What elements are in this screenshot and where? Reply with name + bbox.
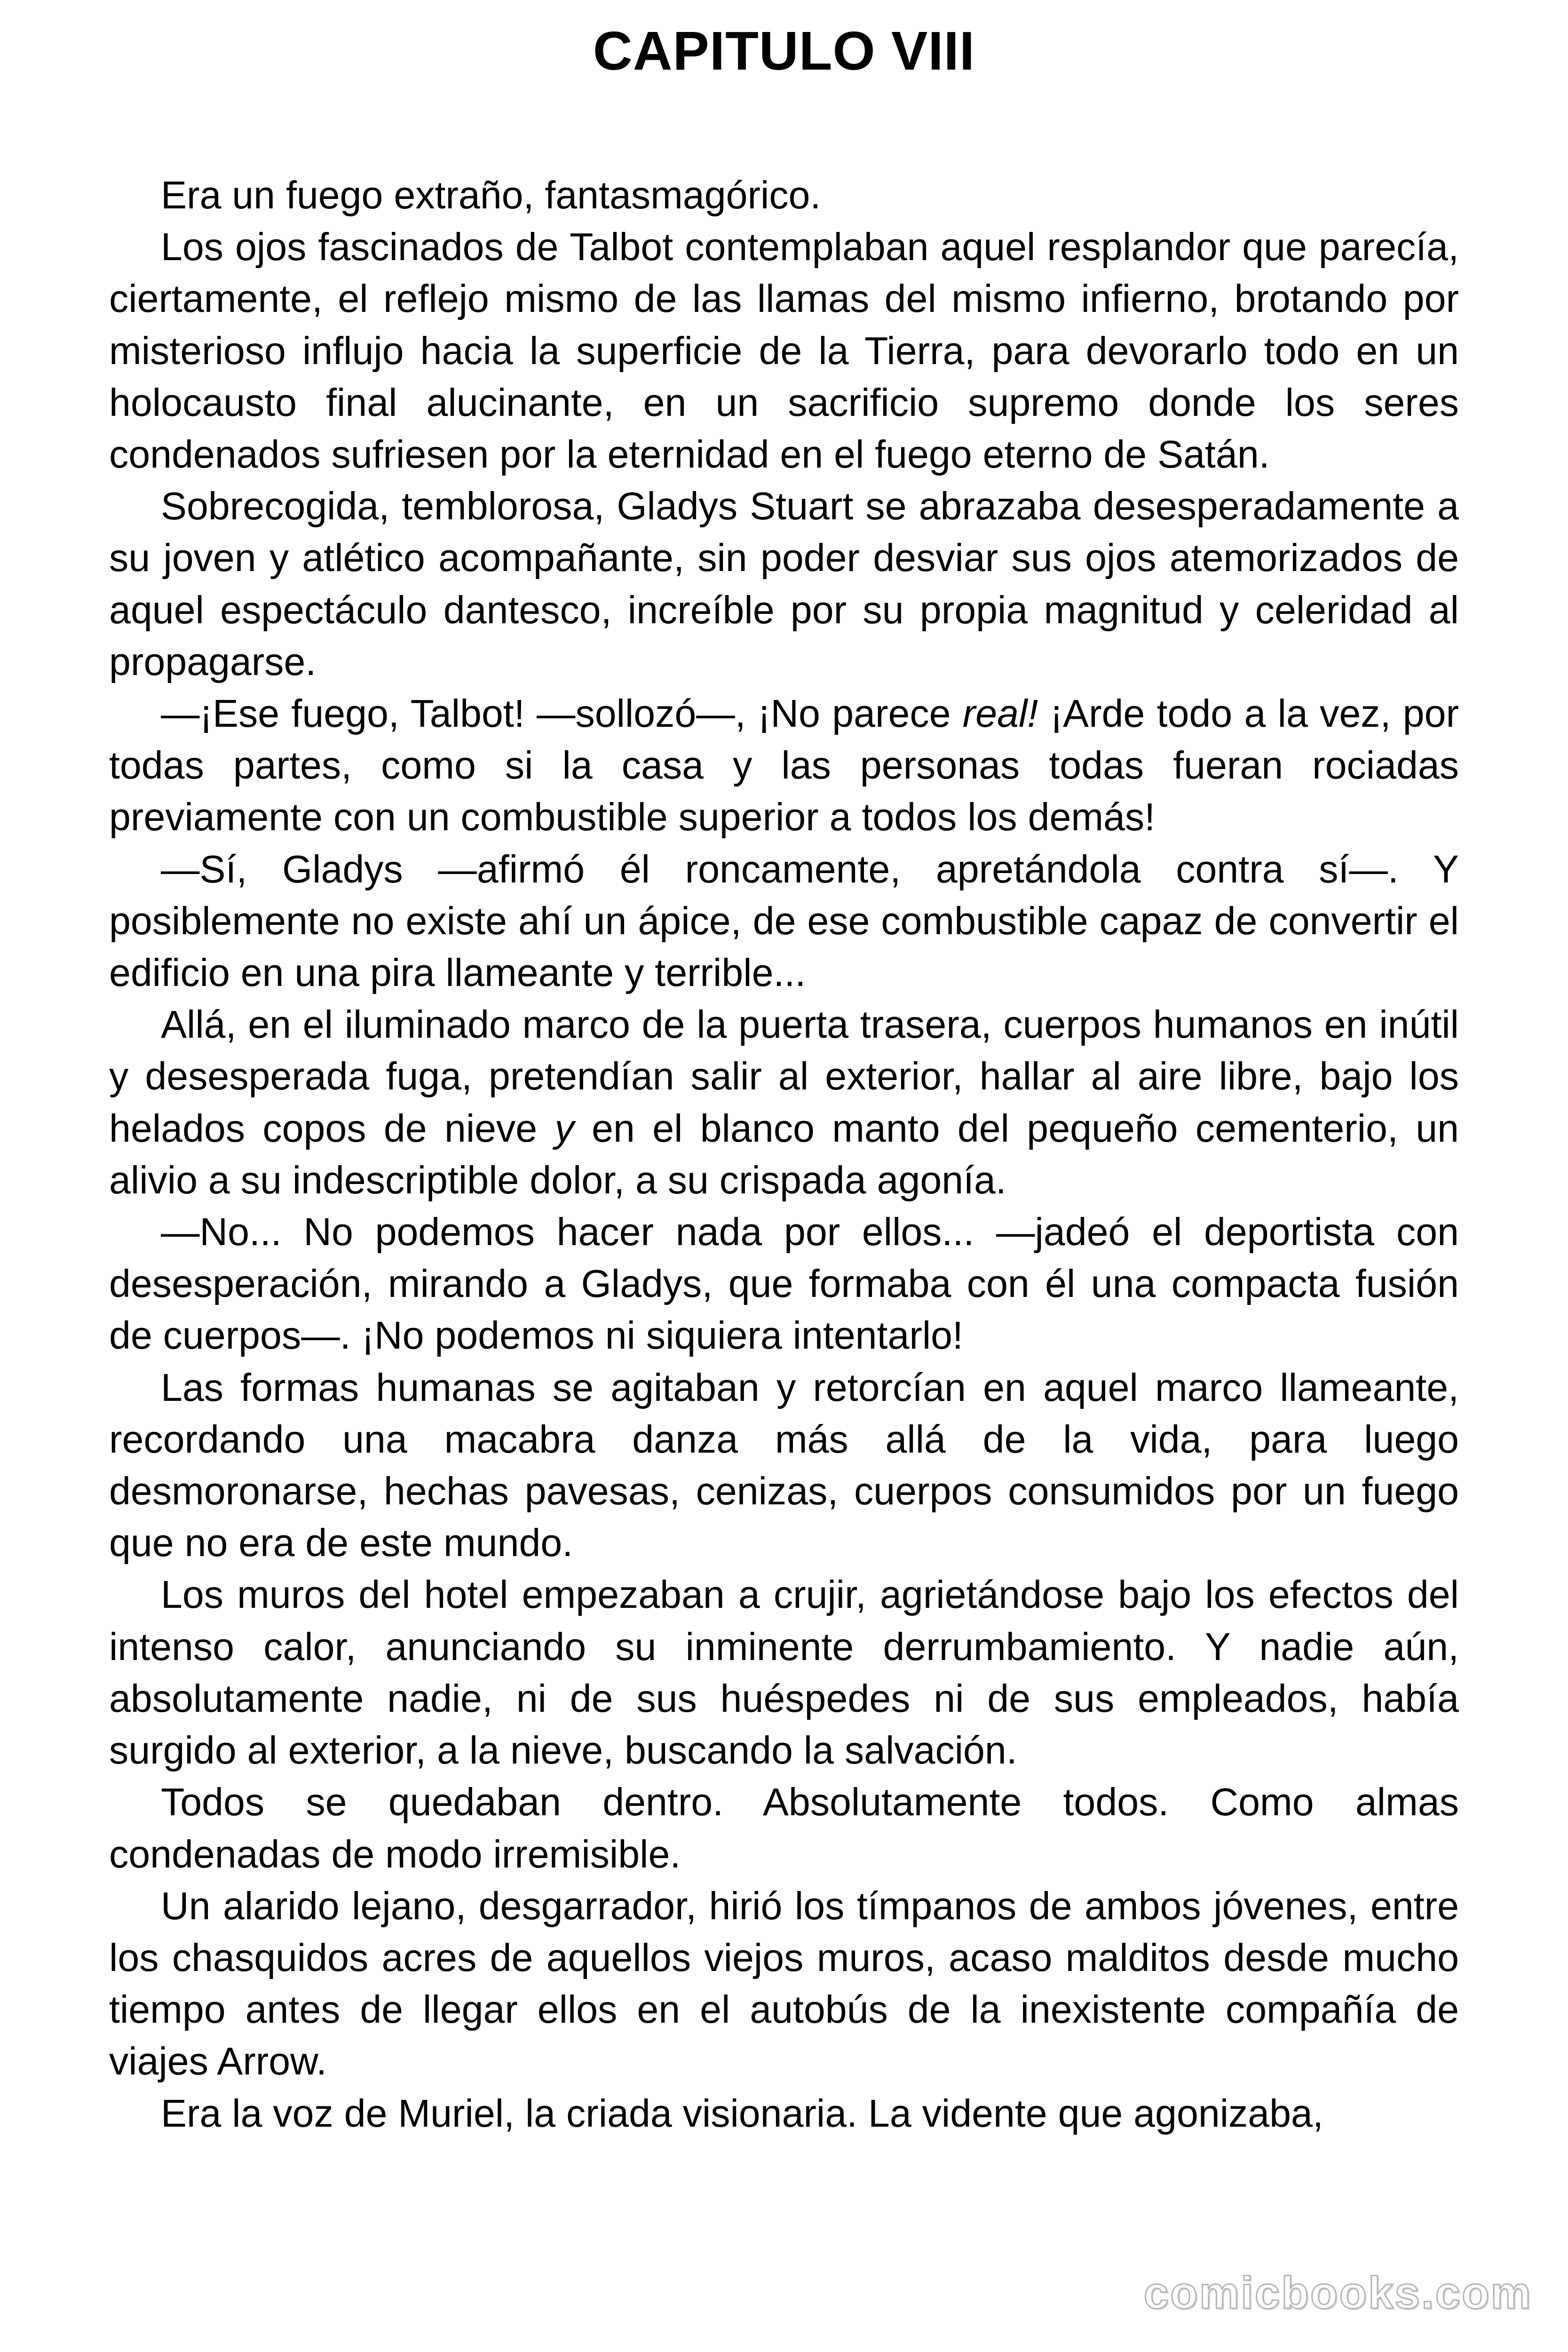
paragraph-6-part-2: en el blanco manto del pequeño cementerio, un alivio a su indescriptible dolor, a su crispada agonía. — [109, 1106, 1459, 1202]
paragraph-10: Todos se quedaban dentro. Absolutamente todos. Como almas condenadas de modo irremisible. — [109, 1780, 1459, 1876]
paragraph-4-part-2: ¡Arde todo a la vez, por todas partes, como si la casa y las personas todas fueran rociadas previamente con un combustible superior a todos los demás! — [109, 692, 1459, 839]
paragraph-1: Era un fuego extraño, fantasmagórico. — [161, 174, 821, 217]
paragraph-8: Las formas humanas se agitaban y retorcían en aquel marco llameante, recordando una macabra danza más allá de la vida, para luego desmoronarse, hechas pavesas, cenizas, cuerpos consumidos por un fuego que no era de este mundo. — [109, 1366, 1459, 1565]
paragraph-2: Los ojos fascinados de Talbot contemplaban aquel resplandor que parecía, ciertamente, el reflejo mismo de las llamas del mismo infierno, brotando por misterioso influjo hacia la superficie de la Tierra, para devorarlo todo en un holocausto final alucinante, en un sacrificio supremo donde los seres condenados sufriesen por la eternidad en el fuego eterno de Satán. — [109, 225, 1459, 477]
body-text — [109, 169, 1459, 2139]
watermark-logo: comicbooks.com — [1143, 2268, 1532, 2318]
paragraph-6 — [109, 999, 1459, 1206]
paragraph-4-italic: real! — [962, 692, 1038, 736]
chapter-title: CAPITULO VIII — [593, 20, 975, 81]
paragraph-6-part-1: Allá, en el iluminado marco de la puerta trasera, cuerpos humanos en inútil y desesperada fuga, pretendían salir al exterior, hallar al aire libre, bajo los helados copos de nieve — [109, 1003, 1459, 1150]
paragraph-4-part-1: —¡Ese fuego, Talbot! —sollozó—, ¡No parece — [161, 692, 963, 736]
paragraph-11: Un alarido lejano, desgarrador, hirió los tímpanos de ambos jóvenes, entre los chasquidos acres de aquellos viejos muros, acaso malditos desde mucho tiempo antes de llegar ellos en el autobús de la inexistente compañía de viajes Arrow. — [109, 1884, 1459, 2083]
paragraph-6-italic: y — [554, 1106, 574, 1150]
paragraph-5: —Sí, Gladys —afirmó él roncamente, apretándola contra sí—. Y posiblemente no existe ahí un ápice, de ese combustible capaz de convertir el edificio en una pira llameante y terrible... — [109, 847, 1459, 995]
paragraph-7: —No... No podemos hacer nada por ellos... —jadeó el deportista con desesperación, mirando a Gladys, que formaba con él una compacta fusión de cuerpos—. ¡No podemos ni siquiera intentarlo! — [109, 1210, 1459, 1358]
paragraph-12: Era la voz de Muriel, la criada visionaria. La vidente que agonizaba, — [161, 2091, 1323, 2135]
paragraph-4 — [109, 688, 1459, 843]
paragraph-9: Los muros del hotel empezaban a crujir, agrietándose bajo los efectos del intenso calor, anunciando su inminente derrumbamiento. Y nadie aún, absolutamente nadie, ni de sus huéspedes ni de sus empleados, había surgido al exterior, a la nieve, buscando la salvación. — [109, 1573, 1459, 1772]
paragraph-3: Sobrecogida, temblorosa, Gladys Stuart se abrazaba desesperadamente a su joven y atlético acompañante, sin poder desviar sus ojos atemorizados de aquel espectáculo dantesco, increíble por su propia magnitud y celeridad al propagarse. — [109, 485, 1459, 683]
